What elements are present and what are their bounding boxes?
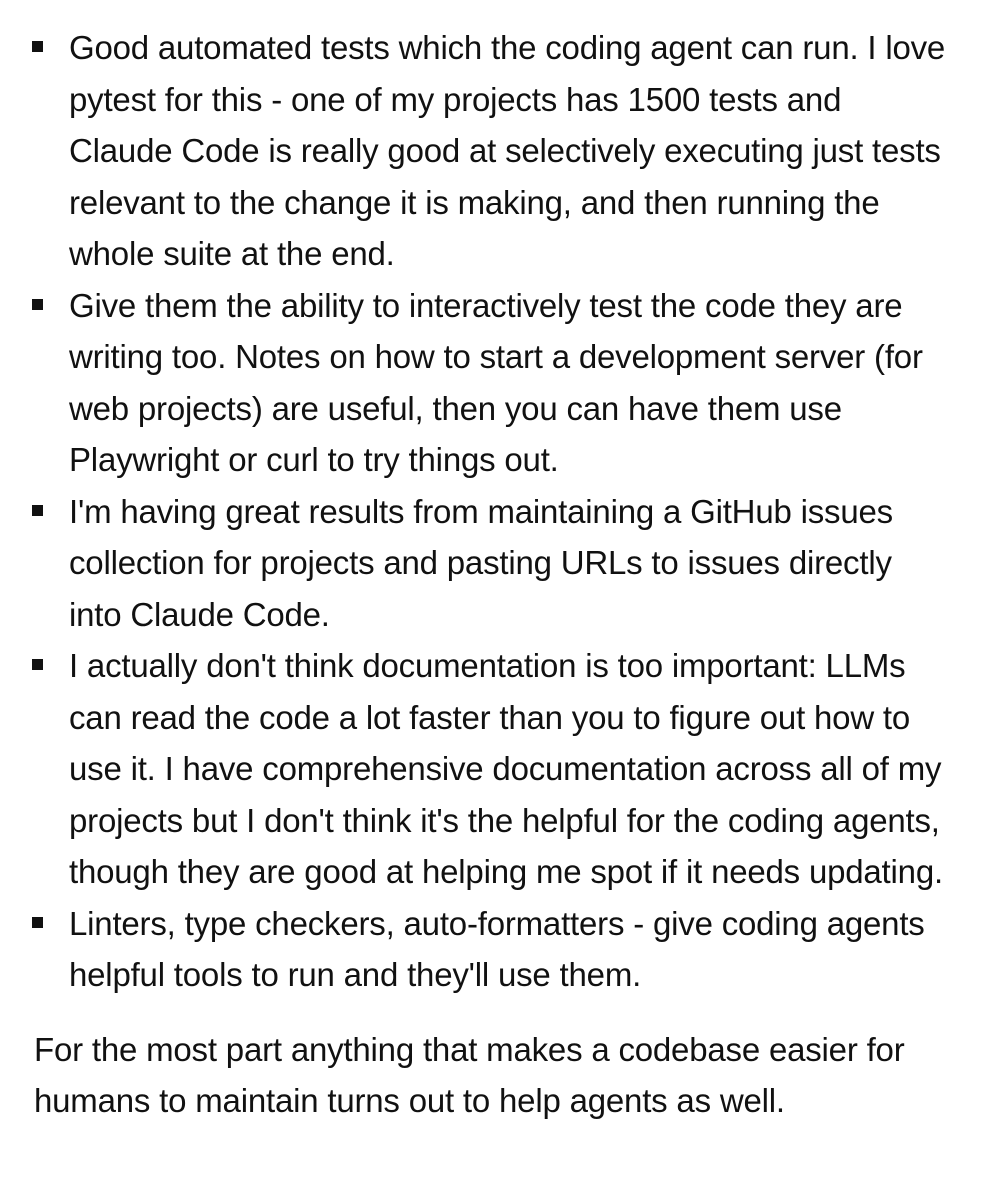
square-bullet-icon xyxy=(32,299,43,310)
list-item xyxy=(0,22,982,280)
list-item-text: Good automated tests which the coding agent can run. I love pytest for this - one of my projects has 1500 tests and Claude Code is really good at selectively executing just tests relevant to the change it is making, and then running the whole suite at the end. xyxy=(69,29,946,272)
list-item-text: I'm having great results from maintaining a GitHub issues collection for projects and pasting URLs to issues directly into Claude Code. xyxy=(69,492,893,633)
square-bullet-icon xyxy=(32,41,43,52)
closing-paragraph: For the most part anything that makes a codebase easier for humans to maintain turns out to help agents as well. xyxy=(34,1030,905,1119)
list-item xyxy=(0,898,982,1001)
list-item xyxy=(0,486,982,641)
square-bullet-icon xyxy=(32,505,43,516)
square-bullet-icon xyxy=(32,659,43,670)
list-item-text: Give them the ability to interactively test the code they are writing too. Notes on how to start a development server (for web projects) are useful, then you can have them use Playwright or curl to try things out. xyxy=(69,286,923,478)
list-item xyxy=(0,640,982,898)
square-bullet-icon xyxy=(32,917,43,928)
bullet-list xyxy=(0,22,982,1001)
list-item-text: Linters, type checkers, auto-formatters - give coding agents helpful tools to run and they'll use them. xyxy=(69,904,925,993)
list-item xyxy=(0,280,982,486)
list-item-text: I actually don't think documentation is too important: LLMs can read the code a lot faster than you to figure out how to use it. I have comprehensive documentation across all of my projects but I don't think it's the helpful for the coding agents, though they are good at helping me spot if it needs updating. xyxy=(69,647,943,890)
